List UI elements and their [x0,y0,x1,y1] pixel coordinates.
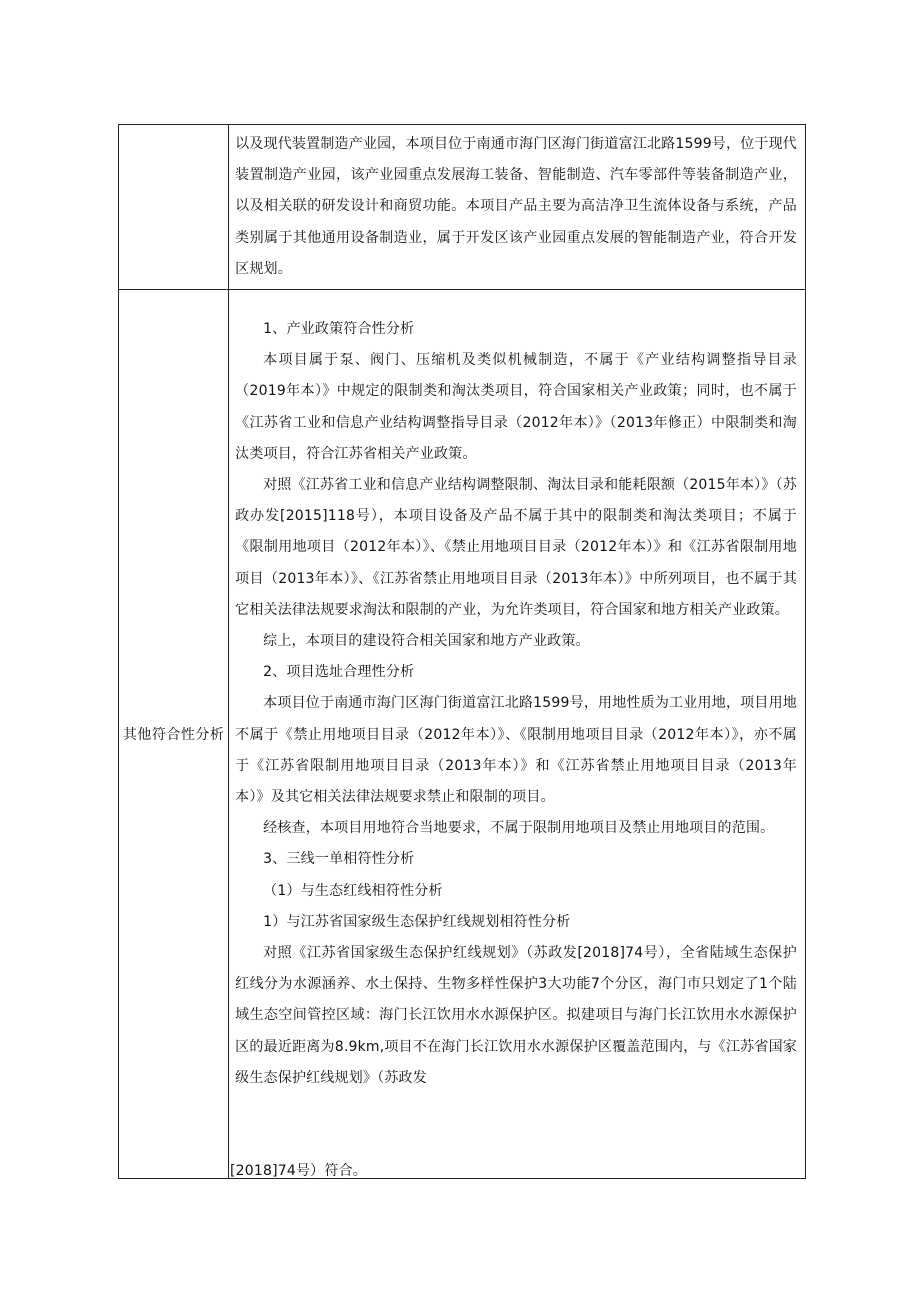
planning-paragraph: 以及现代装置制造产业园，本项目位于南通市海门区海门街道富江北路1599号，位于现代装置制造产业园，该产业园重点发展海工装备、智能制造、汽车零部件等装备制造产业，以及相关联的研发设计和商贸功能。本项目产品主要为高洁净卫生流体设备与系统，产品类别属于其他通用设备制造业，属于开发区该产业园重点发展的智能制造产业，符合开发区规划。 [235,136,797,277]
planning-content-cell [229,125,806,290]
paragraph-site-selection: 本项目位于南通市海门区海门街道富江北路1599号，用地性质为工业用地，项目用地不属于《禁止用地项目目录（2012年本）》、《限制用地项目目录（2012年本）》，亦不属于《江苏省限制用地项目目录（2013年本）》和《江苏省禁止用地项目目录（2013年本）》及其它相关法律法规要求禁止和限制的项目。 [235,695,797,806]
paragraph-site-verification: 经核查，本项目用地符合当地要求，不属于限制用地项目及禁止用地项目的范围。 [263,820,775,837]
paragraph-policy-summary: 综上，本项目的建设符合相关国家和地方产业政策。 [263,633,590,650]
document-table [118,124,806,1179]
section-heading-industry-policy: 1、产业政策符合性分析 [263,321,415,337]
other-compliance-label: 其他符合性分析 [119,290,229,1179]
paragraph-national-redline: 对照《江苏省国家级生态保护红线规划》（苏政发[2018]74号），全省陆域生态保护红线分为水源涵养、水土保持、生物多样性保护3大功能7个分区，海门市只划定了1个陆域生态空间管控区域：海门长江饮用水水源保护区。拟建项目与海门长江饮用水水源保护区的最近距离为8.9km,项目不在海门长江饮用水水源保护区覆盖范围内，与《江苏省国家级生态保护红线规划》（苏政发 [235,945,797,1086]
row-label-empty [119,125,229,290]
other-compliance-content-cell [229,290,806,1179]
table-row-planning [119,125,806,290]
table-row-other-compliance [119,290,806,1179]
subsection-heading-national-redline: 1）与江苏省国家级生态保护红线规划相符性分析 [263,913,571,930]
continuation-text: [2018]74号）符合。 [230,1163,367,1179]
section-heading-three-lines: 3、三线一单相符性分析 [263,851,415,868]
paragraph-industry-policy: 本项目属于泵、阀门、压缩机及类似机械制造，不属于《产业结构调整指导目录（2019年本）》中规定的限制类和淘汰类项目，符合国家相关产业政策；同时，也不属于《江苏省工业和信息产业结构调整指导目录（2012年本）》（2013年修正）中限制类和淘汰类项目，符合江苏省相关产业政策。 [235,352,797,462]
paragraph-jiangsu-policy: 对照《江苏省工业和信息产业结构调整限制、淘汰目录和能耗限额（2015年本）》（苏政办发[2015]118号），本项目设备及产品不属于其中的限制类和淘汰类项目；不属于《限制用地项目（2012年本）》、《禁止用地项目目录（2012年本）》和《江苏省限制用地项目（2013年本）》、《江苏省禁止用地项目目录（2013年本）》中所列项目，也不属于其它相关法律法规要求淘汰和限制的产业，为允许类项目，符合国家和地方相关产业政策。 [235,477,797,618]
section-heading-site-selection: 2、项目选址合理性分析 [263,664,415,681]
subsection-heading-ecological-redline: （1）与生态红线相符性分析 [263,882,443,899]
